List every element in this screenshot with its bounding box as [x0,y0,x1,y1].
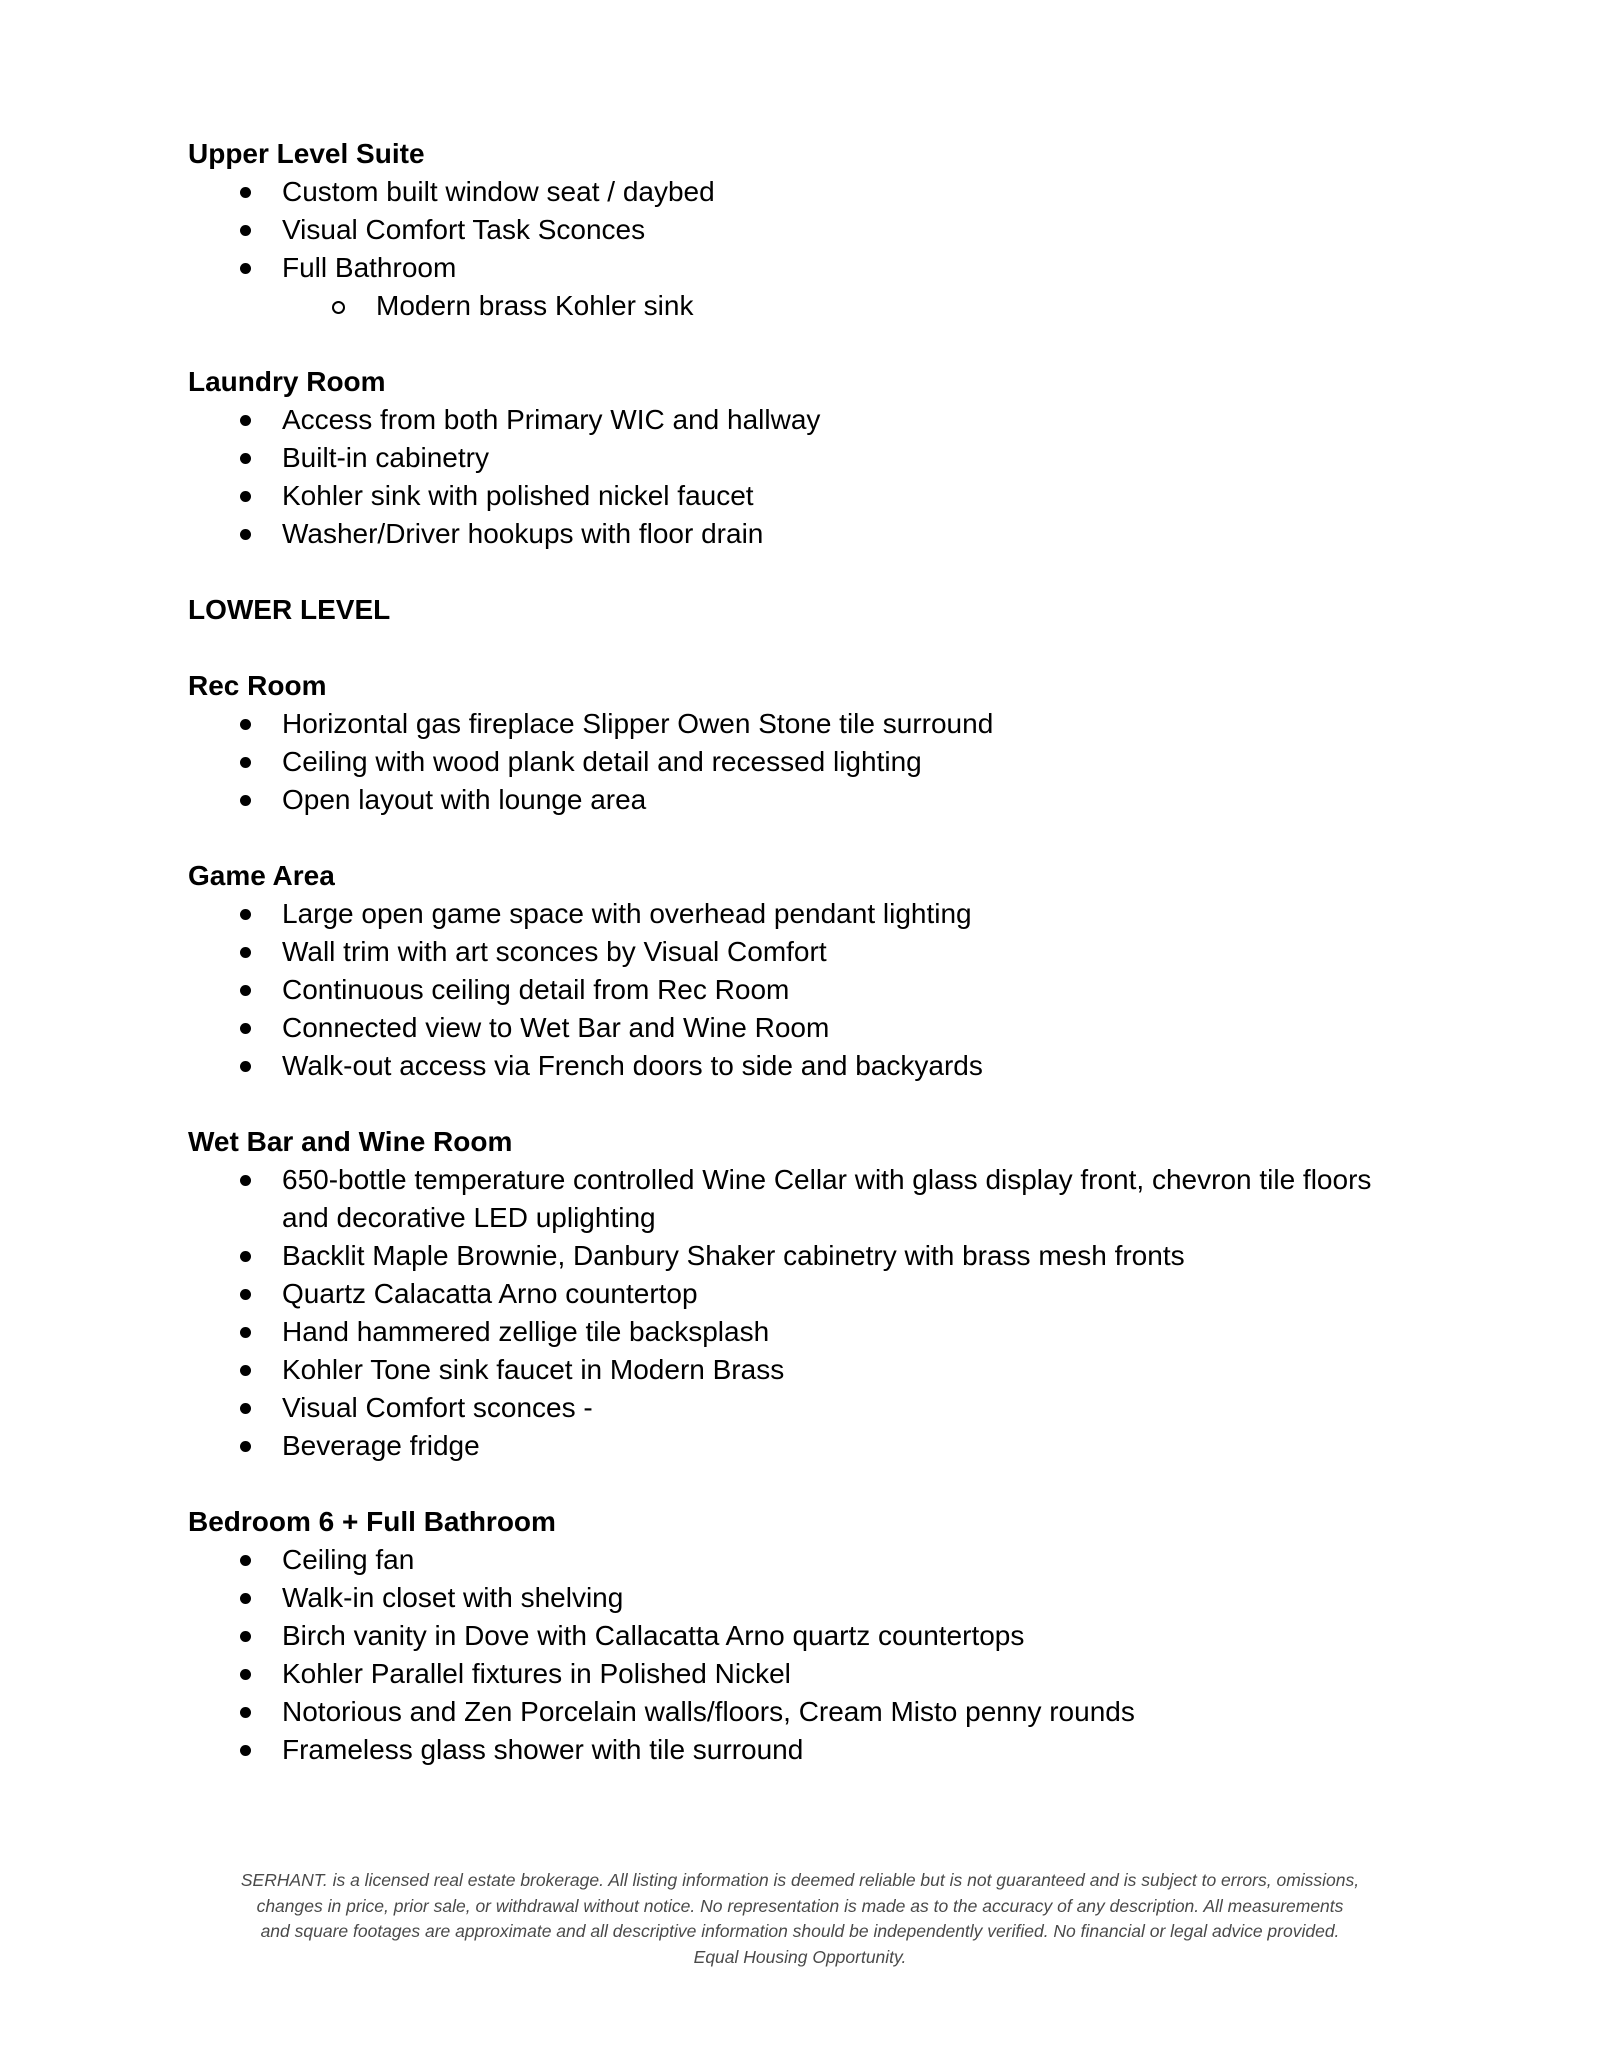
filled-bullet-icon [237,1161,257,1199]
filled-bullet-icon [237,705,257,743]
disclaimer-line: Equal Housing Opportunity. [693,1946,907,1967]
filled-bullet-icon [237,1389,257,1427]
list-item [188,1275,1408,1313]
disclaimer-line: changes in price, prior sale, or withdrawal without notice. No representation is made as to the accuracy of any description. All measurements [256,1895,1344,1916]
list-item-text: Notorious and Zen Porcelain walls/floors, Cream Misto penny rounds [282,1696,1135,1727]
document-body [188,135,1408,1807]
section [188,363,1408,553]
filled-bullet-icon [237,1731,257,1769]
list-item [188,933,1408,971]
filled-bullet-icon [237,1579,257,1617]
filled-bullet-icon [237,173,257,211]
list-item-text: Kohler Tone sink faucet in Modern Brass [282,1354,785,1385]
list-item [188,401,1408,439]
list-item-text: Open layout with lounge area [282,784,647,815]
list-item-text: Walk-out access via French doors to side and backyards [282,1050,983,1081]
filled-bullet-icon [237,477,257,515]
list-item [188,743,1408,781]
list-item [188,1427,1408,1465]
list-item-text: Continuous ceiling detail from Rec Room [282,974,790,1005]
filled-bullet-icon [237,211,257,249]
section [188,857,1408,1085]
hollow-bullet-icon [332,287,352,325]
bullet-list [188,705,1408,819]
section-heading: Bedroom 6 + Full Bathroom [188,1506,556,1537]
list-item [188,515,1408,553]
list-item [188,1617,1408,1655]
list-item-text: Built-in cabinetry [282,442,489,473]
list-item-text: Frameless glass shower with tile surround [282,1734,804,1765]
section [188,667,1408,819]
list-item [188,477,1408,515]
list-item-text: Hand hammered zellige tile backsplash [282,1316,770,1347]
list-item [188,1693,1408,1731]
list-item [188,1731,1408,1769]
filled-bullet-icon [237,1351,257,1389]
list-item [188,1579,1408,1617]
filled-bullet-icon [237,971,257,1009]
section [188,591,1408,629]
list-item-text: Access from both Primary WIC and hallway [282,404,821,435]
filled-bullet-icon [237,781,257,819]
disclaimer-line: and square footages are approximate and all descriptive information should be independently verified. No financial or legal advice provided. [260,1921,1340,1941]
list-item-text: Kohler Parallel fixtures in Polished Nickel [282,1658,791,1689]
list-item-text: Beverage fridge [282,1430,480,1461]
list-item [188,1389,1408,1427]
list-item-text: Connected view to Wet Bar and Wine Room [282,1012,830,1043]
list-item-text: Quartz Calacatta Arno countertop [282,1278,698,1309]
list-item-text: Visual Comfort Task Sconces [282,214,646,245]
list-item-text: Custom built window seat / daybed [282,176,715,207]
section-heading: Wet Bar and Wine Room [188,1126,513,1157]
list-item [188,971,1408,1009]
list-item-text: Large open game space with overhead pendant lighting [282,898,972,929]
list-item [188,1351,1408,1389]
list-item-text: Washer/Driver hookups with floor drain [282,518,764,549]
section [188,1503,1408,1769]
filled-bullet-icon [237,515,257,553]
list-item [188,1161,1408,1237]
filled-bullet-icon [237,1655,257,1693]
filled-bullet-icon [237,1427,257,1465]
list-item-text: 650-bottle temperature controlled Wine Cellar with glass display front, chevron tile floors and decorative LED uplighting [282,1164,1372,1233]
list-item-text: Wall trim with art sconces by Visual Comfort [282,936,827,967]
section-heading: Game Area [188,860,335,891]
list-item-text: Backlit Maple Brownie, Danbury Shaker cabinetry with brass mesh fronts [282,1240,1185,1271]
filled-bullet-icon [237,1237,257,1275]
bullet-list [188,895,1408,1085]
filled-bullet-icon [237,1009,257,1047]
list-item [188,705,1408,743]
list-item-text: Birch vanity in Dove with Callacatta Arno quartz countertops [282,1620,1025,1651]
filled-bullet-icon [237,249,257,287]
section [188,1123,1408,1465]
list-item [188,1237,1408,1275]
list-item [188,1047,1408,1085]
sub-list-item [282,287,1408,325]
sub-bullet-list [282,287,1408,325]
list-item-text: Walk-in closet with shelving [282,1582,624,1613]
list-item [188,211,1408,249]
bullet-list [188,1161,1408,1465]
list-item [188,781,1408,819]
filled-bullet-icon [237,933,257,971]
filled-bullet-icon [237,1313,257,1351]
list-item-text: Ceiling with wood plank detail and recessed lighting [282,746,922,777]
filled-bullet-icon [237,743,257,781]
list-item [188,173,1408,211]
section-heading: LOWER LEVEL [188,594,391,625]
list-item-text: Ceiling fan [282,1544,415,1575]
filled-bullet-icon [237,1275,257,1313]
filled-bullet-icon [237,401,257,439]
bullet-list [188,173,1408,325]
bullet-list [188,401,1408,553]
list-item-text: Kohler sink with polished nickel faucet [282,480,754,511]
list-item [188,249,1408,325]
disclaimer-footer [180,1868,1420,1970]
bullet-list [188,1541,1408,1769]
list-item [188,439,1408,477]
section-heading: Rec Room [188,670,327,701]
list-item-text: Full Bathroom [282,252,457,283]
filled-bullet-icon [237,439,257,477]
list-item-text: Horizontal gas fireplace Slipper Owen Stone tile surround [282,708,994,739]
filled-bullet-icon [237,1693,257,1731]
section-heading: Laundry Room [188,366,386,397]
list-item-text: Visual Comfort sconces - [282,1392,593,1423]
filled-bullet-icon [237,1617,257,1655]
list-item [188,1541,1408,1579]
list-item [188,1655,1408,1693]
filled-bullet-icon [237,895,257,933]
filled-bullet-icon [237,1541,257,1579]
section [188,135,1408,325]
list-item [188,1313,1408,1351]
list-item [188,1009,1408,1047]
sub-list-item-text: Modern brass Kohler sink [376,290,694,321]
filled-bullet-icon [237,1047,257,1085]
section-heading: Upper Level Suite [188,138,425,169]
disclaimer-line: SERHANT. is a licensed real estate brokerage. All listing information is deemed reliable but is not guaranteed and is subject to errors, omissions, [240,1870,1360,1890]
list-item [188,895,1408,933]
